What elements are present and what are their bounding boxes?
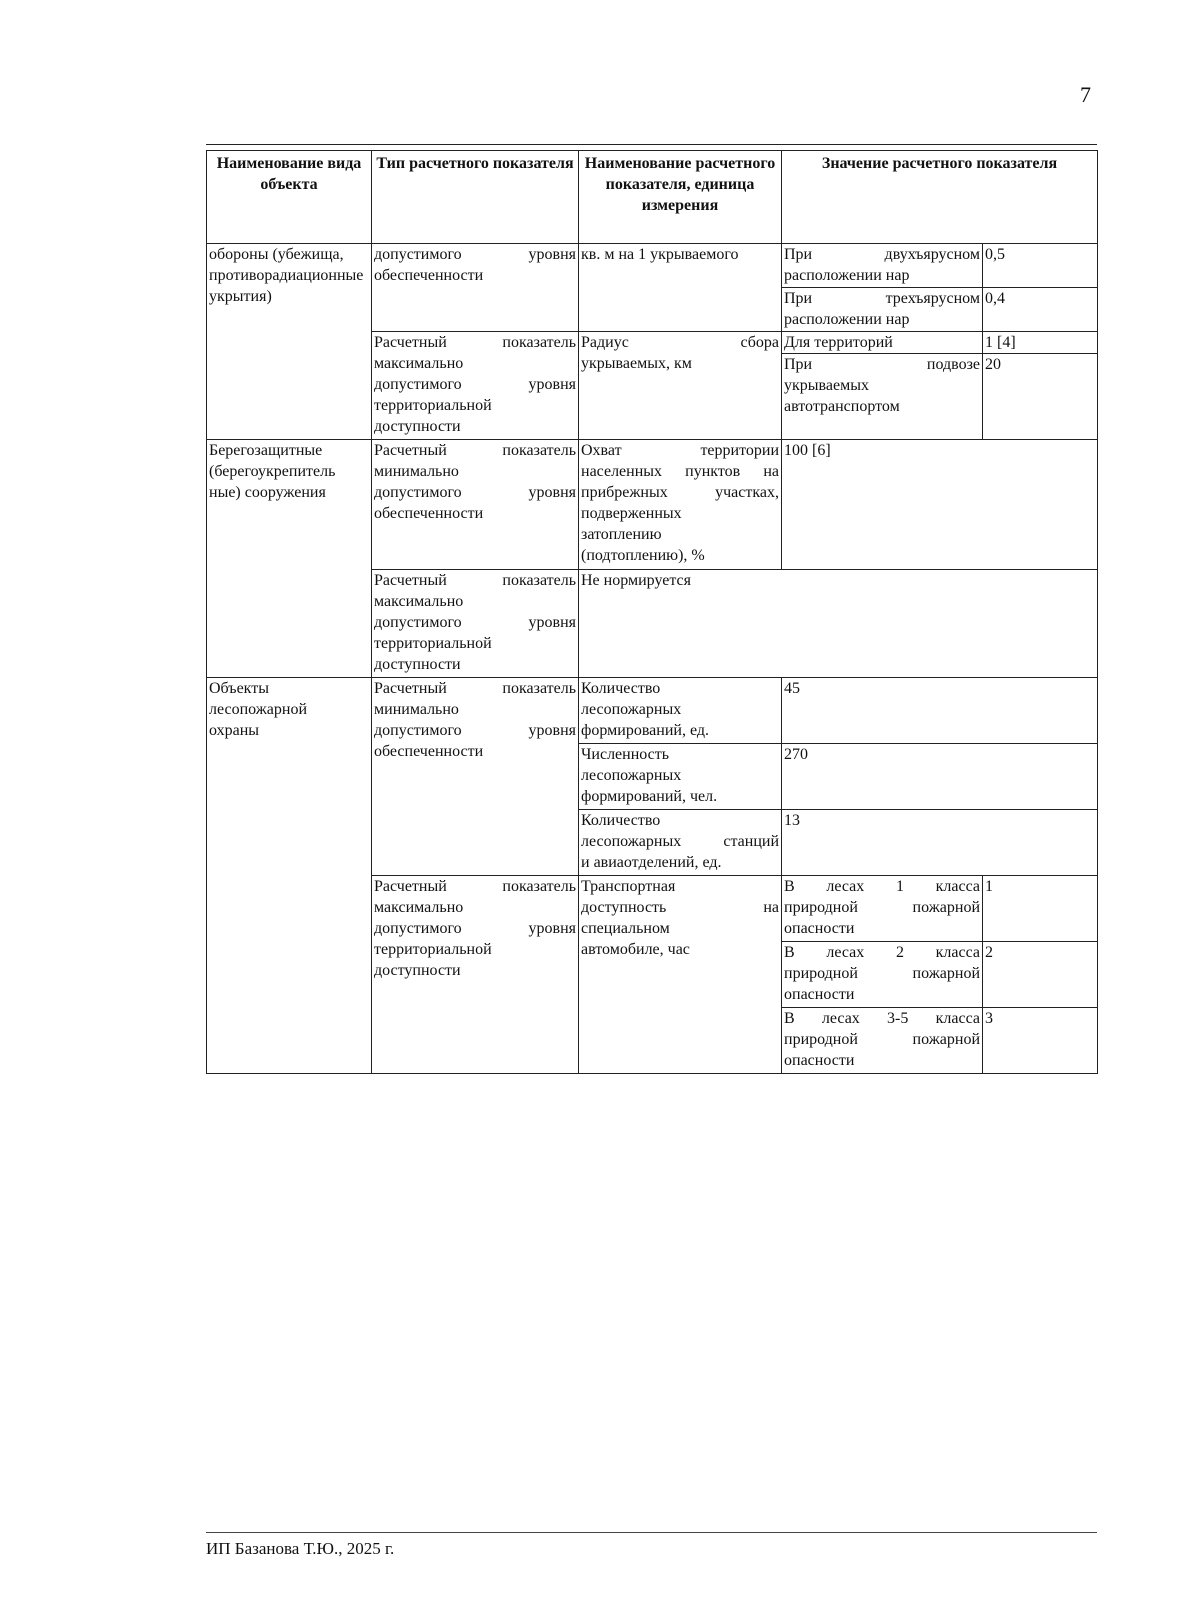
cell-name-transport-access: Транспортная доступность на специальном автомобиле, час [579, 876, 782, 1074]
indicator-table [206, 150, 1098, 1074]
cell-value: 1 [983, 876, 1098, 942]
cell-type-provision: допустимого уровня обеспеченности [372, 244, 579, 332]
header-indicator-value: Значение расчетного показателя [782, 151, 1098, 244]
cell-name-staff-count: Численность лесопожарных формирований, чел. [579, 744, 782, 810]
footer-text: ИП Базанова Т.Ю., 2025 г. [206, 1539, 395, 1558]
cell-type-provision: Расчетный показатель минимально допустимого уровня обеспеченности [372, 440, 579, 570]
cell-value: 0,5 [983, 244, 1098, 288]
cell-value-label: При трехъярусном расположении нар [782, 288, 983, 332]
cell-type-accessibility: Расчетный показатель максимально допустимого уровня территориальной доступности [372, 332, 579, 440]
cell-type-accessibility: Расчетный показатель максимально допустимого уровня территориальной доступности [372, 876, 579, 1074]
cell-value: 3 [983, 1008, 1098, 1074]
top-rule [206, 144, 1097, 145]
cell-name-units-count: Количество лесопожарных формирований, ед. [579, 678, 782, 744]
table-row [207, 440, 1098, 570]
cell-value: 13 [782, 810, 1098, 876]
cell-name-stations-count: Количество лесопожарных станций и авиаотделений, ед. [579, 810, 782, 876]
cell-value: 0,4 [983, 288, 1098, 332]
footer-rule [206, 1532, 1097, 1533]
header-indicator-type: Тип расчетного показателя [372, 151, 579, 244]
cell-name-area-per-person: кв. м на 1 укрываемого [579, 244, 782, 332]
table-row [207, 244, 1098, 288]
header-object-type: Наименование вида объекта [207, 151, 372, 244]
cell-value-label: При подвозе укрываемых автотранспортом [782, 354, 983, 440]
cell-value-label: При двухъярусном расположении нар [782, 244, 983, 288]
table-header-row [207, 151, 1098, 244]
cell-value-label: В лесах 3-5 класса природной пожарной опасности [782, 1008, 983, 1074]
cell-name-radius: Радиус сбора укрываемых, км [579, 332, 782, 440]
cell-value: 20 [983, 354, 1098, 440]
cell-object-shelters: обороны (убежища, противорадиационные укрытия) [207, 244, 372, 440]
cell-value: 270 [782, 744, 1098, 810]
table-row [207, 678, 1098, 744]
cell-value-not-normalized: Не нормируется [579, 570, 1098, 678]
header-indicator-name: Наименование расчетного показателя, единица измерения [579, 151, 782, 244]
cell-value: 45 [782, 678, 1098, 744]
cell-name-coverage: Охват территории населенных пунктов на прибрежных участках, подверженных затоплению (подтоплению), % [579, 440, 782, 570]
cell-value: 2 [983, 942, 1098, 1008]
cell-value: 1 [4] [983, 332, 1098, 354]
cell-value-label: Для территорий [782, 332, 983, 354]
cell-type-accessibility: Расчетный показатель максимально допустимого уровня территориальной доступности [372, 570, 579, 678]
cell-object-forest-fire: Объекты лесопожарной охраны [207, 678, 372, 1074]
page-number: 7 [1080, 82, 1091, 107]
cell-type-provision: Расчетный показатель минимально допустимого уровня обеспеченности [372, 678, 579, 876]
cell-object-shore-protection: Берегозащитные (берегоукрепитель ные) сооружения [207, 440, 372, 678]
cell-value-label: В лесах 1 класса природной пожарной опасности [782, 876, 983, 942]
cell-value: 100 [6] [782, 440, 1098, 570]
cell-value-label: В лесах 2 класса природной пожарной опасности [782, 942, 983, 1008]
